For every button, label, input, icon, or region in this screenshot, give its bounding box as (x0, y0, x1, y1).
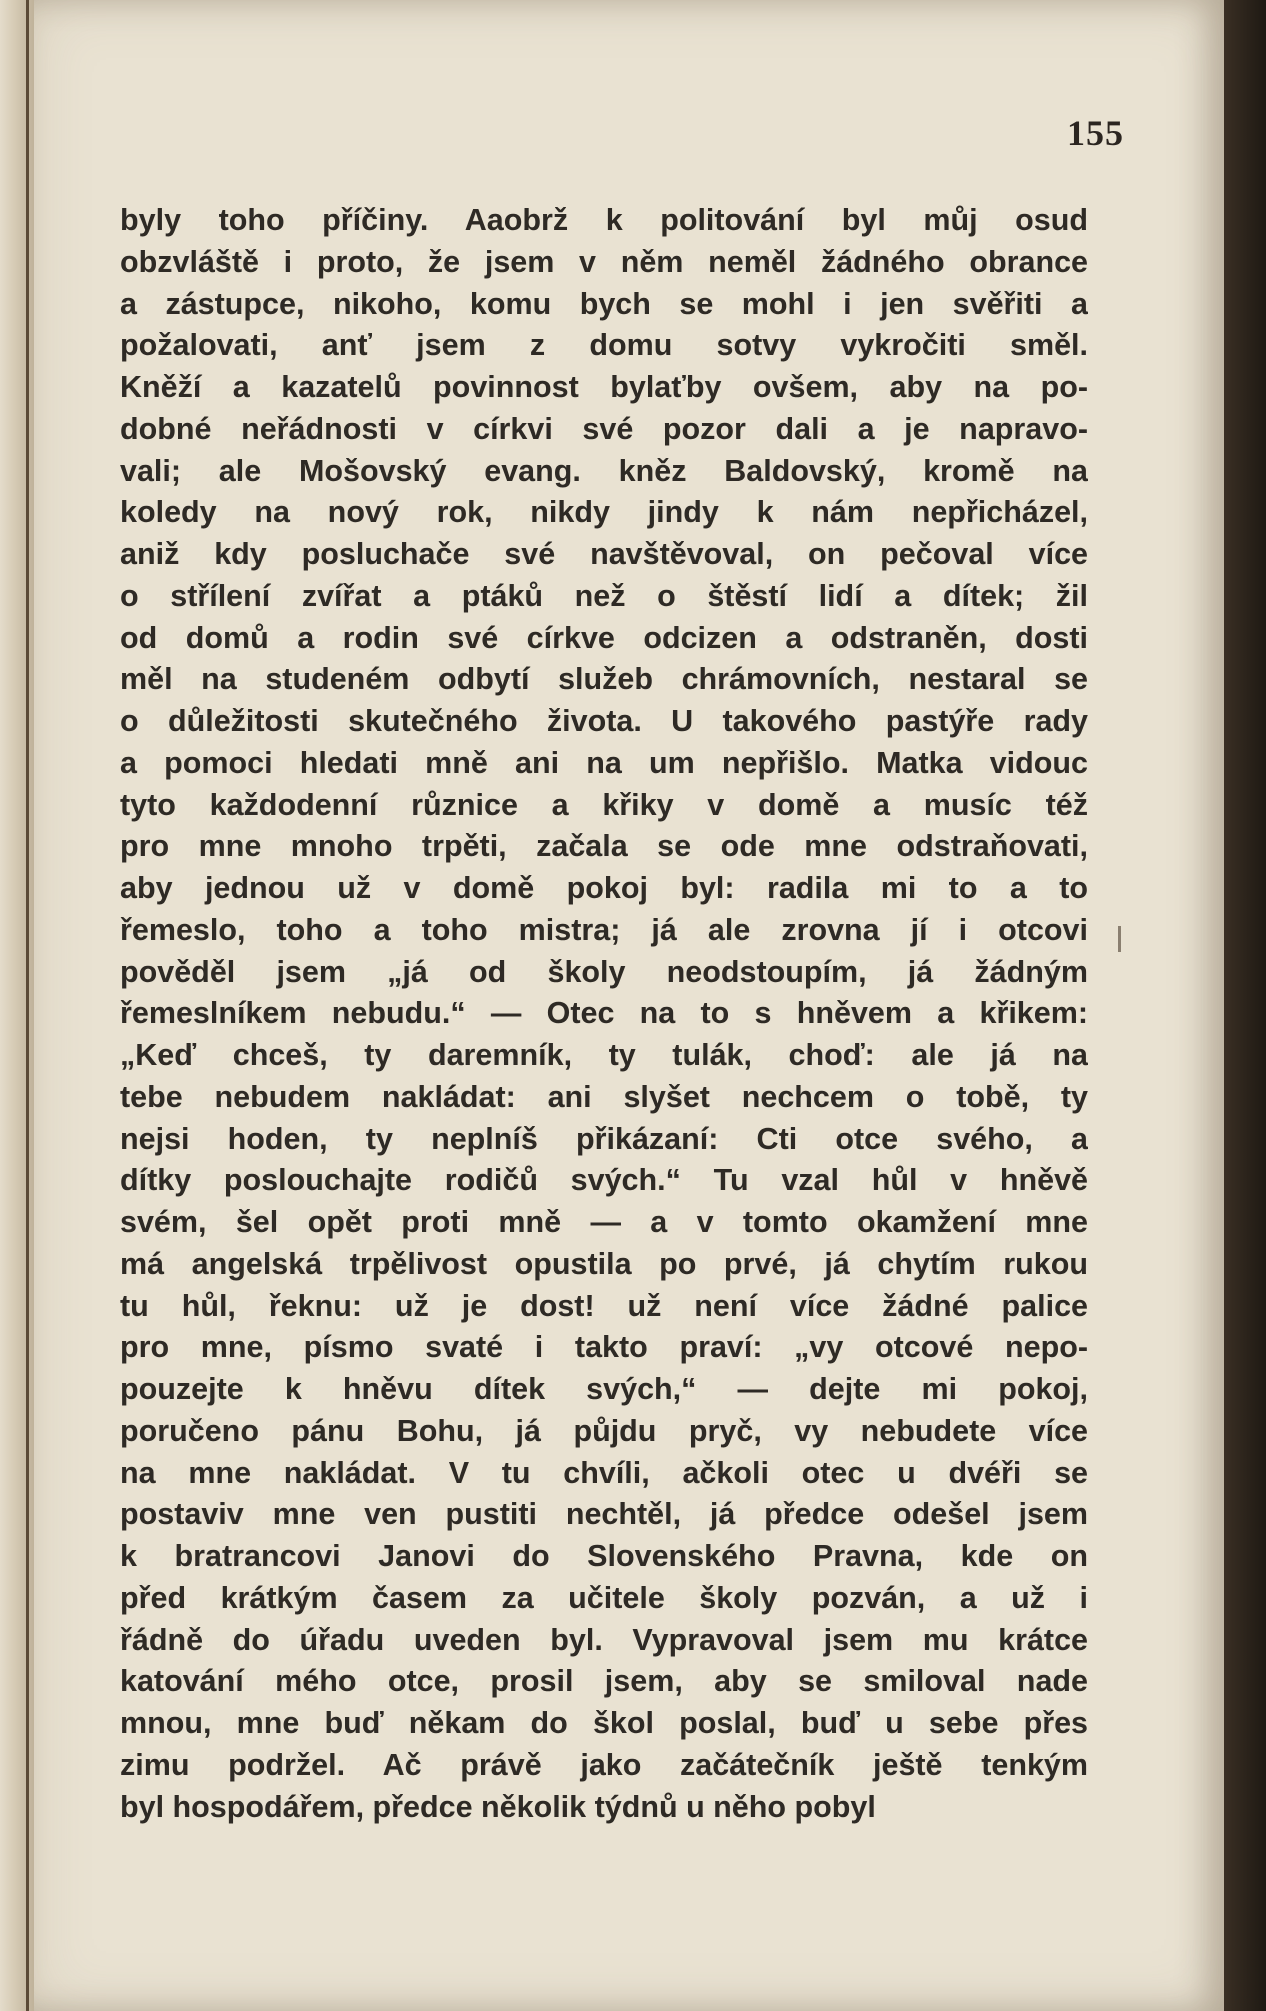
text-line: katování mého otce, prosil jsem, aby se smiloval nade (120, 1664, 1088, 1699)
text-line: byl hospodářem, předce několik týdnů u něho pobyl (120, 1789, 876, 1824)
text-line: měl na studeném odbytí služeb chrámovních, nestaral se (120, 662, 1088, 697)
text-line: o důležitosti skutečného života. U takového pastýře rady (120, 704, 1088, 738)
text-line: dítky poslouchajte rodičů svých.“ Tu vzal hůl v hněvě (120, 1163, 1088, 1198)
text-line: a zástupce, nikoho, komu bych se mohl i jen svěřiti a (120, 286, 1088, 321)
text-line: řemeslníkem nebudu.“ — Otec na to s hněvem a křikem: (120, 996, 1088, 1031)
page-number: 155 (1067, 113, 1124, 153)
text-line: řádně do úřadu uveden byl. Vypravoval jsem mu krátce (120, 1622, 1088, 1657)
text-line: požalovati, anť jsem z domu sotvy vykročiti směl. (120, 328, 1088, 363)
text-line: pověděl jsem „já od školy neodstoupím, já žádným (120, 954, 1088, 989)
text-line: nejsi hoden, ty neplníš přikázaní: Cti otce svého, a (120, 1121, 1088, 1156)
text-line: koledy na nový rok, nikdy jindy k nám nepřicházel, (120, 495, 1088, 530)
text-line: dobné neřádnosti v církvi své pozor dali a je napravo- (120, 411, 1088, 446)
text-line: k bratrancovi Janovi do Slovenského Pravna, kde on (120, 1539, 1088, 1573)
text-line: aby jednou už v domě pokoj byl: radila mi to a to (120, 871, 1088, 905)
text-line: mnou, mne buď někam do škol poslal, buď u sebe přes (120, 1706, 1088, 1740)
page-edge-shadow (1224, 0, 1266, 2011)
text-line: svém, šel opět proti mně — a v tomto okamžení mne (120, 1205, 1088, 1239)
page-text (120, 200, 1088, 1828)
text-line: pro mne mnoho trpěti, začala se ode mne odstraňovati, (120, 829, 1088, 864)
text-line: na mne nakládat. V tu chvíli, ačkoli otec u dvéři se (120, 1455, 1088, 1490)
text-line: má angelská trpělivost opustila po prvé, já chytím rukou (120, 1246, 1088, 1281)
book-page (34, 0, 1224, 2011)
text-line: před krátkým časem za učitele školy pozván, a už i (120, 1580, 1088, 1615)
text-line: o střílení zvířat a ptáků než o štěstí lidí a dítek; žil (120, 578, 1088, 613)
margin-mark (1118, 926, 1121, 952)
text-line: pro mne, písmo svaté i takto praví: „vy otcové nepo- (120, 1330, 1088, 1365)
text-line: poručeno pánu Bohu, já půjdu pryč, vy nebudete více (120, 1413, 1088, 1448)
text-line: tyto každodenní různice a křiky v domě a musíc též (120, 787, 1088, 822)
text-line: pouzejte k hněvu dítek svých,“ — dejte mi pokoj, (120, 1372, 1088, 1406)
text-line: byly toho příčiny. Aaobrž k politování byl můj osud (120, 203, 1088, 237)
text-line: od domů a rodin své církve odcizen a odstraněn, dosti (120, 620, 1088, 655)
text-line: aniž kdy posluchače své navštěvoval, on pečoval více (120, 537, 1088, 571)
text-line: řemeslo, toho a toho mistra; já ale zrovna jí i otcovi (120, 912, 1088, 947)
gutter-line (26, 0, 29, 2011)
text-line: a pomoci hledati mně ani na um nepřišlo. Matka vidouc (120, 745, 1088, 780)
text-line: vali; ale Mošovský evang. kněz Baldovský, kromě na (120, 453, 1088, 488)
text-line: obzvláště i proto, že jsem v něm neměl žádného obrance (120, 244, 1088, 279)
text-line: tu hůl, řeknu: už je dost! už není více žádné palice (120, 1288, 1088, 1323)
text-line: „Keď chceš, ty daremník, ty tulák, choď: ale já na (120, 1038, 1088, 1072)
text-line: Kněží a kazatelů povinnost bylaťby ovšem, aby na po- (120, 370, 1088, 404)
text-line: zimu podržel. Ač právě jako začátečník ještě tenkým (120, 1747, 1088, 1782)
text-line: tebe nebudem nakládat: ani slyšet nechcem o tobě, ty (120, 1079, 1088, 1114)
text-line: postaviv mne ven pustiti nechtěl, já předce odešel jsem (120, 1497, 1088, 1532)
